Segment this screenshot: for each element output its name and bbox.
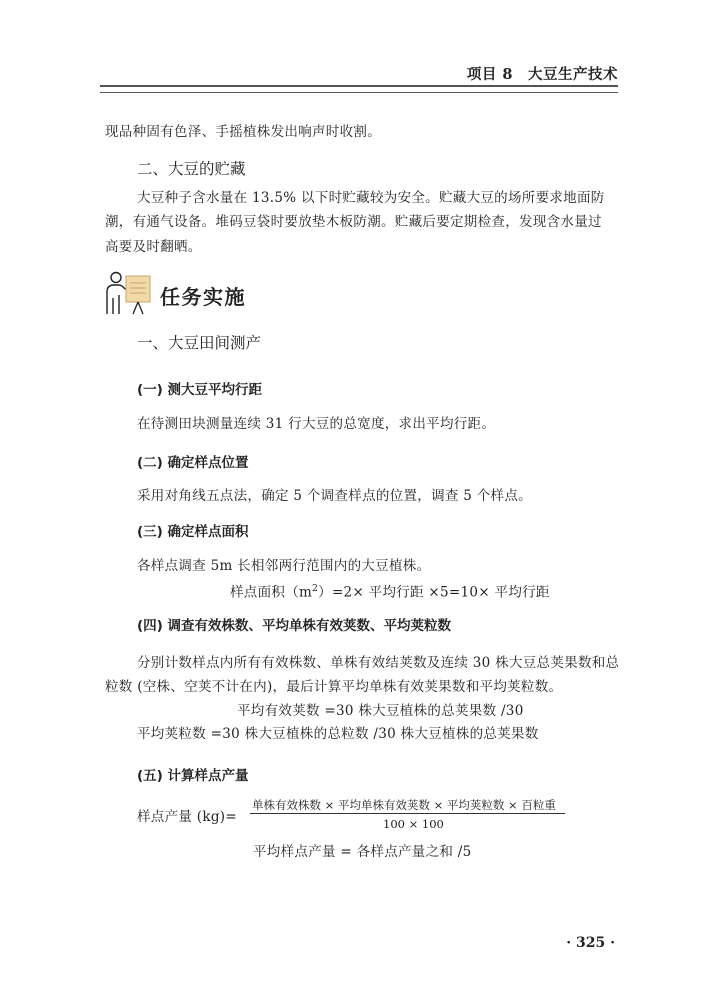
header-rule-bottom bbox=[100, 92, 618, 93]
sample-position-text: 采用对角线五点法，确定 5 个调查样点的位置，调查 5 个样点。 bbox=[137, 488, 532, 504]
row-spacing-text: 在待测田块测量连续 31 行大豆的总宽度，求出平均行距。 bbox=[137, 416, 496, 432]
paragraph-continuation: 现品种固有色泽、手摇植株发出响声时收割。 bbox=[105, 124, 381, 140]
fraction-bar bbox=[250, 813, 565, 814]
storage-line-3: 高要及时翻晒。 bbox=[105, 239, 202, 255]
sample-area-text: 各样点调查 5m 长相邻两行范围内的大豆植株。 bbox=[137, 558, 431, 574]
header-rule-top bbox=[100, 85, 618, 87]
presenter-board-icon bbox=[102, 270, 154, 316]
storage-line-2: 潮，有通气设备。堆码豆袋时要放垫木板防潮。贮藏后要定期检查，发现含水量过 bbox=[105, 214, 602, 230]
subheading-row-spacing: (一) 测大豆平均行距 bbox=[137, 382, 263, 398]
storage-line-1: 大豆种子含水量在 13.5% 以下时贮藏较为安全。贮藏大豆的场所要求地面防 bbox=[137, 190, 605, 206]
effective-counts-line-1: 分别计数样点内所有有效株数、单株有效结荚数及连续 30 株大豆总荚果数和总 bbox=[137, 655, 620, 671]
avg-yield-formula: 平均样点产量 = 各样点产量之和 /5 bbox=[253, 844, 472, 860]
section-heading-field-yield: 一、大豆田间测产 bbox=[137, 334, 262, 352]
avg-grains-formula: 平均荚粒数 =30 株大豆植株的总粒数 /30 株大豆植株的总荚果数 bbox=[137, 726, 539, 742]
page-number: · 325 · bbox=[566, 935, 615, 951]
effective-counts-line-2: 粒数 (空株、空荚不计在内)，最后计算平均单株有效荚果数和平均荚粒数。 bbox=[105, 679, 563, 695]
yield-formula-numerator: 单株有效株数 × 平均单株有效荚数 × 平均荚粒数 × 百粒重 bbox=[252, 798, 556, 812]
subheading-sample-area: (三) 确定样点面积 bbox=[137, 524, 249, 540]
yield-formula-denominator: 100 × 100 bbox=[383, 817, 444, 831]
running-header: 项目 8 大豆生产技术 bbox=[466, 66, 618, 83]
sample-area-formula: 样点面积$(m^2)=2\times$ 平均行距 ×5=10× 平均行距 bbox=[230, 584, 550, 601]
subheading-sample-position: (二) 确定样点位置 bbox=[137, 455, 249, 471]
avg-pods-formula: 平均有效荚数 =30 株大豆植株的总荚果数 /30 bbox=[237, 703, 524, 719]
section-heading-storage: 二、大豆的贮藏 bbox=[137, 160, 246, 178]
task-section-title: 任务实施 bbox=[160, 285, 246, 309]
subheading-sample-yield: (五) 计算样点产量 bbox=[137, 768, 249, 784]
yield-formula-lhs: 样点产量 (kg)= bbox=[137, 809, 237, 825]
subheading-effective-counts: (四) 调查有效株数、平均单株有效荚数、平均荚粒数 bbox=[137, 618, 452, 634]
